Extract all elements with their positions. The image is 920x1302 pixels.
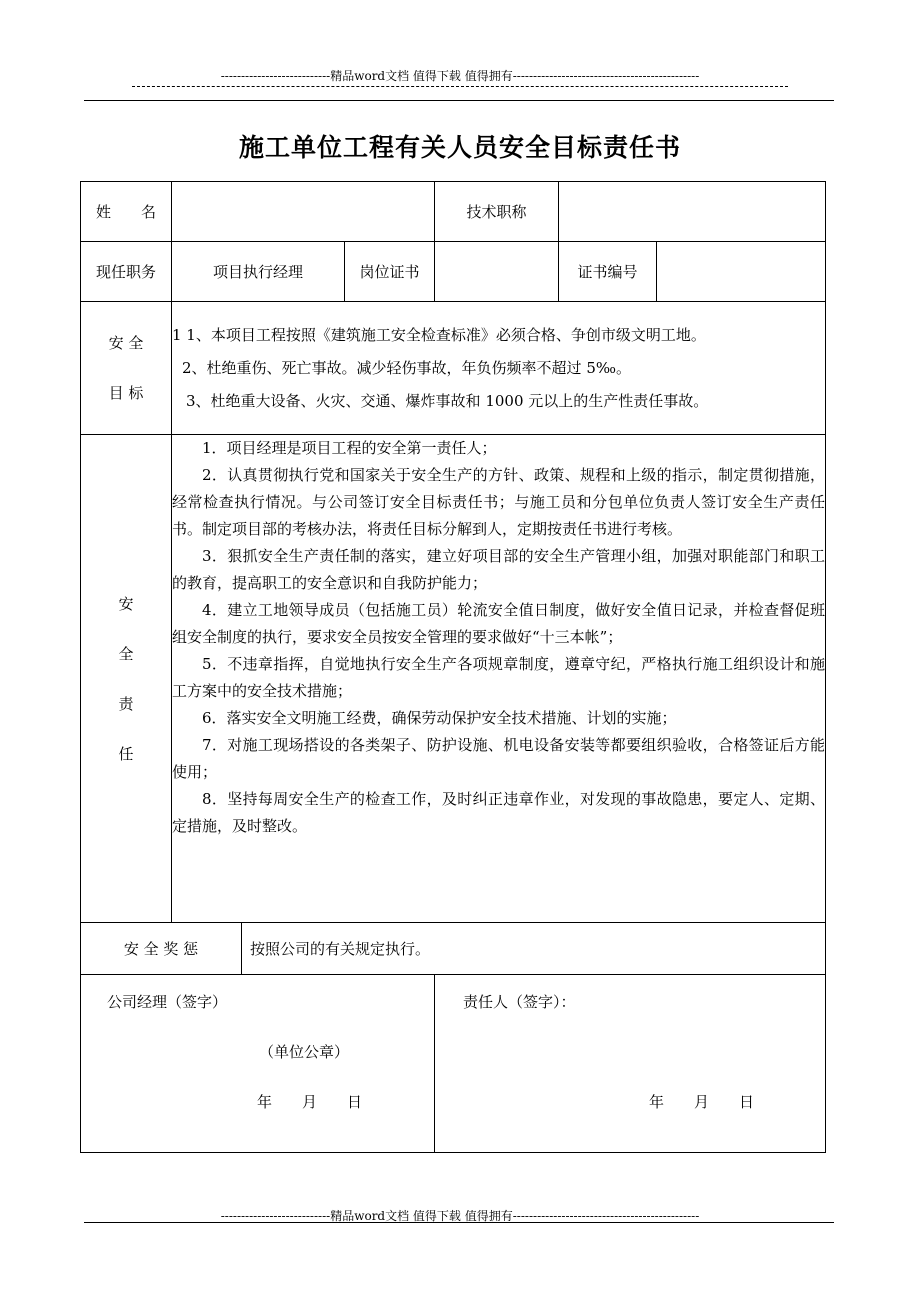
resp-item-1: 1．项目经理是项目工程的安全第一责任人； <box>202 439 497 457</box>
unit-seal-label: （单位公章） <box>259 1043 350 1061</box>
header-rule <box>84 100 834 101</box>
company-date: 年 月 日 <box>257 1093 363 1111</box>
position-value[interactable]: 项目执行经理 <box>172 242 345 302</box>
watermark-header: ---------------------------精品word文档 值得下载 值得拥有---------------------------------------------- <box>220 69 700 83</box>
responsible-person-label: 责任人（签字）： <box>463 993 576 1011</box>
resp-item-6: 6．落实安全文明施工经费，确保劳动保护安全技术措施、计划的实施； <box>202 709 677 727</box>
resp-label-char-1: 安 <box>118 594 134 613</box>
goals-label <box>81 302 172 435</box>
tech-title-label: 技术职称 <box>435 182 559 242</box>
row-signatures <box>81 975 826 1153</box>
resp-item-5: 5．不违章指挥，自觉地执行安全生产各项规章制度，遵章守纪，严格执行施工组织设计和施工方案中的安全技术措施； <box>172 655 826 700</box>
cert-label: 岗位证书 <box>345 242 435 302</box>
cert-field[interactable] <box>435 242 559 302</box>
resp-label-char-4: 任 <box>118 744 134 763</box>
row-position <box>81 242 826 302</box>
responsibility-content <box>172 435 826 923</box>
company-signature-cell[interactable] <box>81 975 435 1153</box>
document-title: 施工单位工程有关人员安全目标责任书 <box>238 133 681 162</box>
responsibility-form <box>80 181 826 1153</box>
cert-no-label: 证书编号 <box>559 242 657 302</box>
resp-item-8: 8．坚持每周安全生产的检查工作，及时纠正违章作业，对发现的事故隐患，要定人、定期、定措施，及时整改。 <box>172 790 826 835</box>
cert-no-field[interactable] <box>657 242 826 302</box>
name-label: 姓 名 <box>81 182 172 242</box>
tech-title-field[interactable] <box>559 182 826 242</box>
watermark-footer: ---------------------------精品word文档 值得下载 值得拥有---------------------------------------------- <box>220 1209 700 1223</box>
responsible-signature-cell[interactable] <box>435 975 826 1153</box>
responsible-date: 年 月 日 <box>649 1093 755 1111</box>
responsibility-label <box>81 435 172 923</box>
rewards-value: 按照公司的有关规定执行。 <box>242 923 826 975</box>
resp-item-2: 2．认真贯彻执行党和国家关于安全生产的方针、政策、规程和上级的指示，制定贯彻措施，经常检查执行情况。与公司签订安全目标责任书；与施工员和分包单位负责人签订安全生产责任书。制定项目部的考核办法，将责任目标分解到人，定期按责任书进行考核。 <box>172 466 826 538</box>
resp-item-7: 7．对施工现场搭设的各类架子、防护设施、机电设备安装等都要组织验收，合格签证后方能使用； <box>172 736 826 781</box>
row-responsibility <box>81 435 826 923</box>
rewards-label: 安 全 奖 惩 <box>81 923 242 975</box>
row-rewards <box>81 923 826 975</box>
row-name <box>81 182 826 242</box>
row-goals <box>81 302 826 435</box>
resp-item-3: 3．狠抓安全生产责任制的落实，建立好项目部的安全生产管理小组，加强对职能部门和职工的教育，提高职工的安全意识和自我防护能力； <box>172 547 826 592</box>
footer-rule <box>84 1222 834 1223</box>
resp-item-4: 4．建立工地领导成员（包括施工员）轮流安全值日制度，做好安全值日记录，并检查督促班组安全制度的执行，要求安全员按安全管理的要求做好“十三本帐”； <box>172 601 826 646</box>
resp-label-char-2: 全 <box>118 644 134 663</box>
goal-item-1: 1 1、本项目工程按照《建筑施工安全检查标准》必须合格、争创市级文明工地。 <box>172 325 706 344</box>
goals-label-bottom: 目 标 <box>108 384 144 402</box>
goals-content <box>172 302 826 435</box>
name-field[interactable] <box>172 182 435 242</box>
goal-item-2: 2、杜绝重伤、死亡事故。减少轻伤事故，年负伤频率不超过 5‰。 <box>182 358 631 377</box>
header-dashed-line <box>132 86 788 87</box>
goals-label-top: 安 全 <box>108 334 144 352</box>
goal-item-3: 3、杜绝重大设备、火灾、交通、爆炸事故和 1000 元以上的生产性责任事故。 <box>186 391 709 410</box>
position-label: 现任职务 <box>81 242 172 302</box>
resp-label-char-3: 责 <box>118 694 134 713</box>
company-manager-label: 公司经理（签字） <box>107 993 228 1011</box>
